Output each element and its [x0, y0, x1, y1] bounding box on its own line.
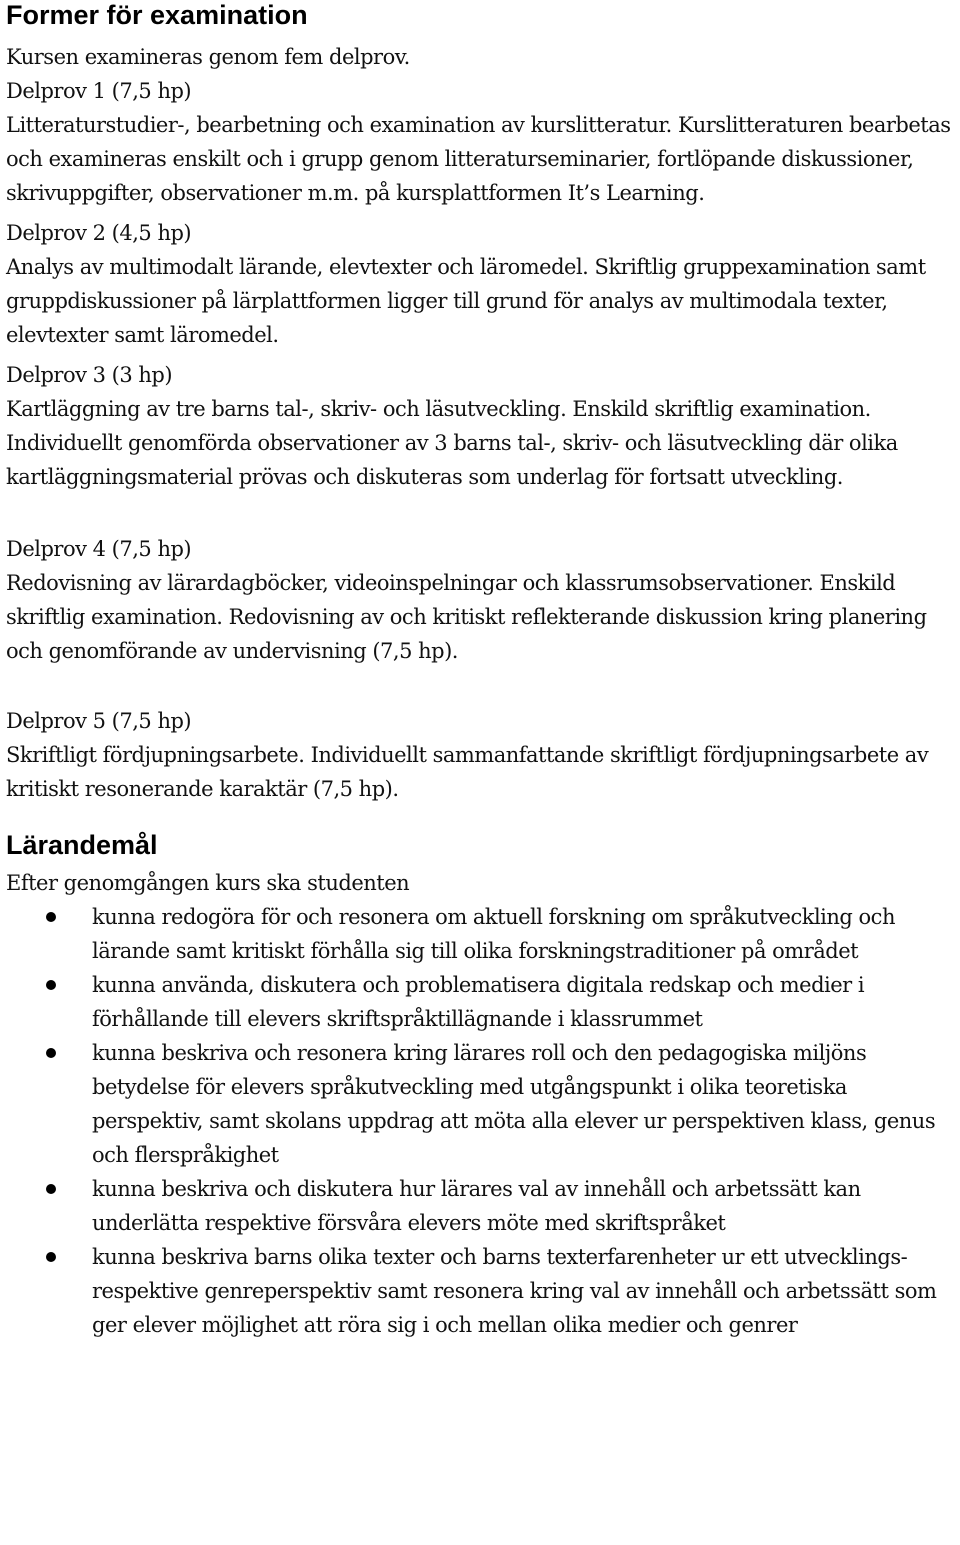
delprov-title: Delprov 3 (3 hp)	[6, 363, 173, 387]
section-heading-larandemal: Lärandemål	[6, 830, 158, 860]
delprov-text: Kartläggning av tre barns tal-, skriv- och läsutveckling. Enskild skriftlig examination. Individuellt genomförda observationer av 3 barns tal-, skriv- och läsutveckling där olika kartläggningsmaterial prövas och diskuteras som underlag för fortsatt utveckling.	[6, 397, 898, 489]
bullet-icon	[46, 1252, 56, 1262]
list-item	[6, 1036, 956, 1172]
goal-text: kunna beskriva barns olika texter och barns texterfarenheter ur ett utvecklings- respektive genreperspektiv samt resonera kring val av innehåll och arbetssätt som ger elever möjlighet att röra sig i och mellan olika medier och genrer	[92, 1245, 937, 1337]
delprov-title: Delprov 4 (7,5 hp)	[6, 537, 192, 561]
delprov-4	[6, 532, 956, 668]
delprov-title: Delprov 1 (7,5 hp)	[6, 79, 192, 103]
delprov-text: Skriftligt fördjupningsarbete. Individuellt sammanfattande skriftligt fördjupningsarbete av kritiskt resonerande karaktär (7,5 hp).	[6, 743, 929, 801]
goal-text: kunna använda, diskutera och problematisera digitala redskap och medier i förhållande till elevers skriftspråktillägnande i klassrummet	[92, 973, 865, 1031]
learning-goals-list	[6, 900, 956, 1342]
bullet-icon	[46, 912, 56, 922]
bullet-icon	[46, 1048, 56, 1058]
delprov-text: Litteraturstudier-, bearbetning och examination av kurslitteratur. Kurslitteraturen bearbetas och examineras enskilt och i grupp genom litteraturseminarier, fortlöpande diskussioner, skrivuppgifter, observationer m.m. på kursplattformen It’s Learning.	[6, 113, 951, 205]
delprov-title: Delprov 2 (4,5 hp)	[6, 221, 192, 245]
larandemal-intro: Efter genomgången kurs ska studenten	[6, 871, 410, 895]
delprov-title: Delprov 5 (7,5 hp)	[6, 709, 192, 733]
list-item	[6, 1240, 956, 1342]
delprov-text: Analys av multimodalt lärande, elevtexter och läromedel. Skriftlig gruppexamination samt gruppdiskussioner på lärplattformen ligger till grund för analys av multimodala texter, elevtexter samt läromedel.	[6, 255, 926, 347]
section-heading-examination: Former för examination	[6, 0, 308, 30]
goal-text: kunna beskriva och diskutera hur lärares val av innehåll och arbetssätt kan underlätta respektive försvåra elevers möte med skriftspråket	[92, 1177, 861, 1235]
goal-text: kunna beskriva och resonera kring lärares roll och den pedagogiska miljöns betydelse för elevers språkutveckling med utgångspunkt i olika teoretiska perspektiv, samt skolans uppdrag att möta alla elever ur perspektiven klass, genus och flerspråkighet	[92, 1041, 936, 1167]
delprov-3	[6, 358, 956, 494]
list-item	[6, 968, 956, 1036]
delprov-2	[6, 216, 956, 352]
delprov-text: Redovisning av lärardagböcker, videoinspelningar och klassrumsobservationer. Enskild skriftlig examination. Redovisning av och kritiskt reflekterande diskussion kring planering och genomförande av undervisning (7,5 hp).	[6, 571, 927, 663]
document-page	[6, 0, 956, 1342]
bullet-icon	[46, 1184, 56, 1194]
list-item	[6, 1172, 956, 1240]
delprov-1	[6, 74, 956, 210]
bullet-icon	[46, 980, 56, 990]
goal-text: kunna redogöra för och resonera om aktuell forskning om språkutveckling och lärande samt kritiskt förhålla sig till olika forskningstraditioner på området	[92, 905, 895, 963]
delprov-5	[6, 704, 956, 806]
list-item	[6, 900, 956, 968]
examination-intro: Kursen examineras genom fem delprov.	[6, 45, 410, 69]
